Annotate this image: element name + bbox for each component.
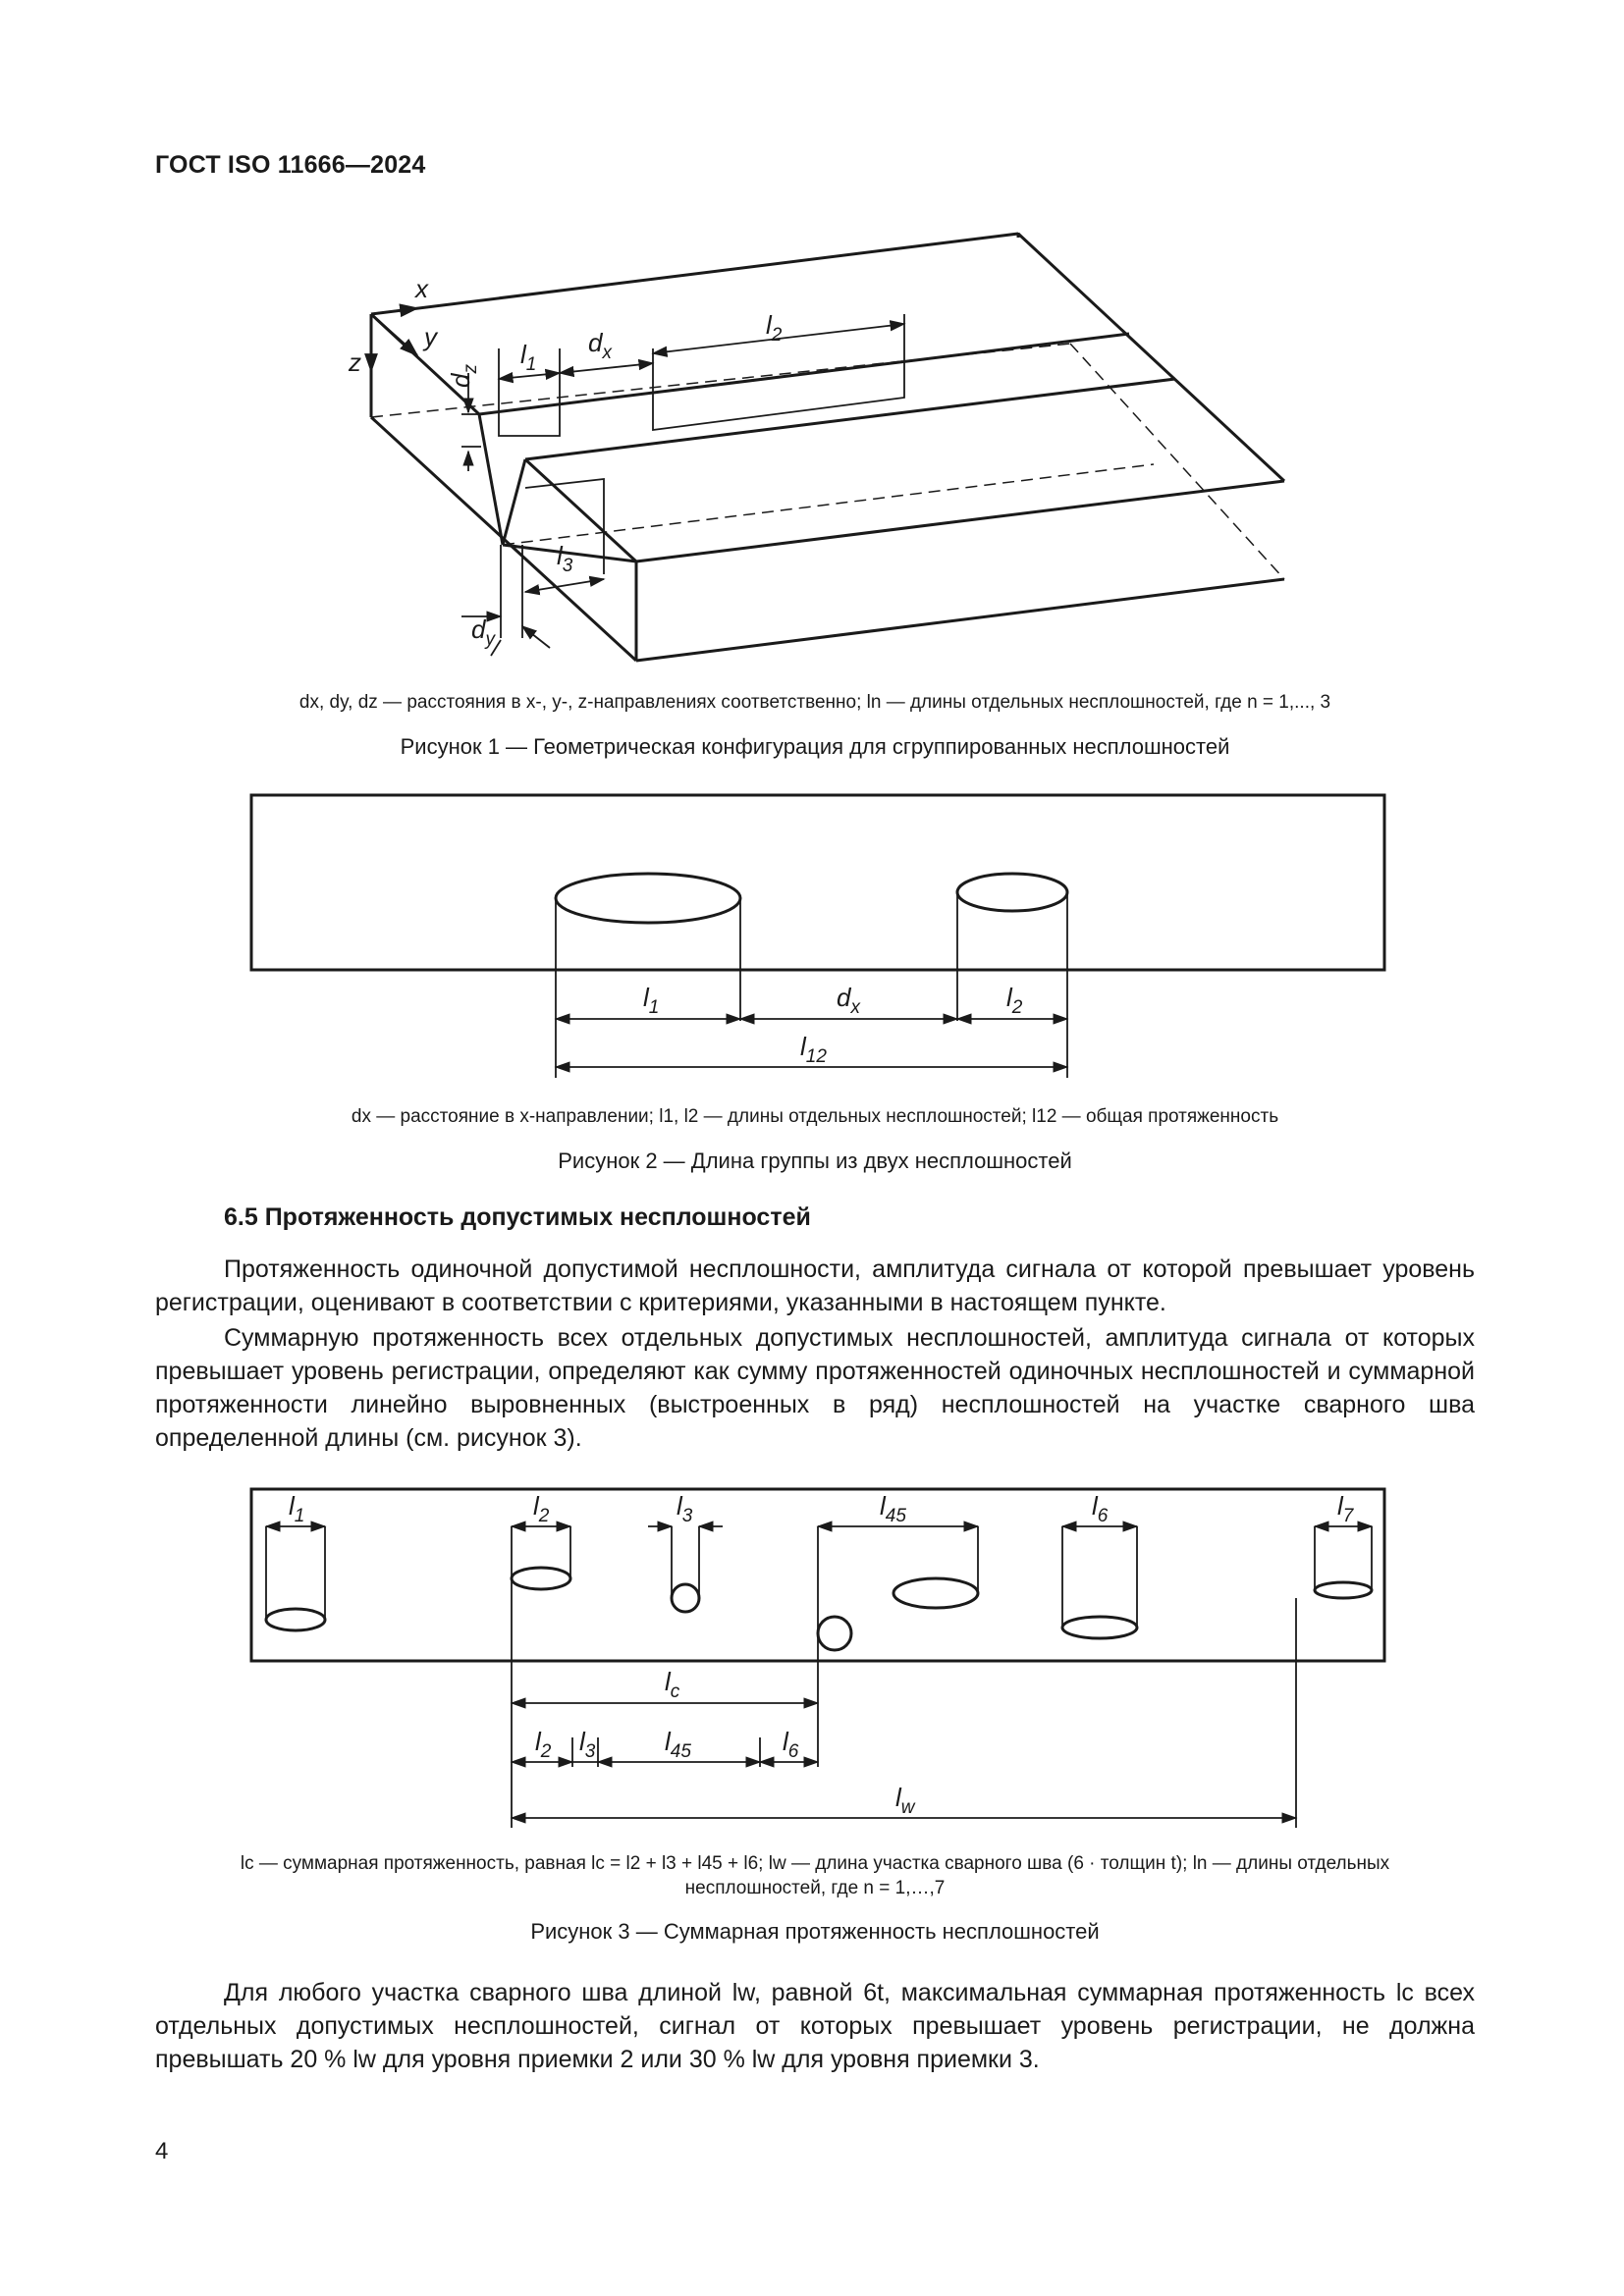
figure-1-caption: Рисунок 1 — Геометрическая конфигурация для сгруппированных несплошностей	[400, 734, 1230, 759]
flaws-fig3	[266, 1568, 1372, 1650]
label-l3-bottom-fig3: $l_3$	[579, 1727, 596, 1762]
label-l6-fig3: $l_6$	[1092, 1491, 1109, 1526]
document-header: ГОСТ ISO 11666—2024	[155, 151, 426, 179]
label-l45-bottom-fig3: $l_{45}$	[665, 1727, 691, 1762]
paragraph-2: Суммарную протяженность всех отдельных допустимых несплошностей, амплитуда сигнала от которых превышает уровень регистрации, определяют как сумму протяженностей одиночных несплошностей и суммарной протяженности линейно выровненных (выстроенных в ряд) несплошностей на участке сварного шва определенной длины (см. рисунок 3).	[155, 1324, 1475, 1452]
label-dx-fig2: $d_x$	[837, 983, 860, 1018]
figure-2-legend: dx — расстояние в x-направлении; l1, l2 — длины отдельных несплошностей; l12 — общая протяженность	[351, 1106, 1279, 1127]
figure-3-caption: Рисунок 3 — Суммарная протяженность несплошностей	[530, 1919, 1100, 1944]
axis-label-x: x	[415, 274, 428, 303]
final-paragraph: Для любого участка сварного шва длиной lw, равной 6t, максимальная суммарная протяженность lc всех отдельных допустимых несплошностей, сигнал от которых превышает уровень регистрации, не должна превышать 20 % lw для уровня приемки 2 или 30 % lw для уровня приемки 3.	[155, 1979, 1475, 2073]
figure-3-legend-line-1: lc — суммарная протяженность, равная lc = l2 + l3 + l45 + l6; lw — длина участка сварного шва (6 · толщин t); ln — длины отдельных	[240, 1853, 1390, 1874]
label-dy-fig1: $d_y$	[471, 614, 495, 650]
label-l45-fig3: $l_{45}$	[880, 1491, 906, 1526]
label-l7-fig3: $l_7$	[1337, 1491, 1354, 1526]
label-l3-fig3: $l_3$	[677, 1491, 693, 1526]
label-lw-fig3: $l_w$	[895, 1783, 915, 1818]
label-l6-bottom-fig3: $l_6$	[783, 1727, 799, 1762]
label-l1-fig1: $l_1$	[520, 340, 537, 375]
label-l2-fig2: $l_2$	[1006, 983, 1023, 1018]
axis-label-y: y	[424, 322, 437, 351]
label-l12-fig2: $l_{12}$	[800, 1032, 827, 1067]
dimension-lines-fig3-bottom	[512, 1578, 1296, 1828]
label-l1-fig2: $l_1$	[643, 983, 660, 1018]
page-number: 4	[155, 2138, 169, 2164]
axis-label-z: z	[349, 347, 361, 377]
label-l2-fig1: $l_2$	[766, 310, 783, 346]
label-l2-fig3: $l_2$	[533, 1491, 550, 1526]
paragraph-1: Протяженность одиночной допустимой несплошности, амплитуда сигнала от которой превышает уровень регистрации, оценивают в соответствии с критериями, указанными в настоящем пункте.	[155, 1255, 1475, 1316]
figure-2-caption: Рисунок 2 — Длина группы из двух несплошностей	[558, 1148, 1072, 1173]
label-dx-fig1: $d_x$	[588, 328, 612, 363]
label-l3-fig1: $l_3$	[557, 541, 573, 576]
figure-1-legend: dx, dy, dz — расстояния в x-, y-, z-направлениях соответственно; ln — длины отдельных несплошностей, где n = 1,..., 3	[298, 692, 1331, 713]
svg-text:dz: $d_z$	[446, 364, 481, 388]
dimension-lines-fig3-top	[266, 1526, 1372, 1633]
section-heading: 6.5 Протяженность допустимых несплошностей	[224, 1203, 811, 1231]
label-l1-fig3: $l_1$	[289, 1491, 305, 1526]
figure-3-legend-line-2: несплошностей, где n = 1,…,7	[684, 1878, 946, 1898]
label-lc-fig3: $l_c$	[665, 1667, 680, 1702]
label-l2-bottom-fig3: $l_2$	[535, 1727, 552, 1762]
